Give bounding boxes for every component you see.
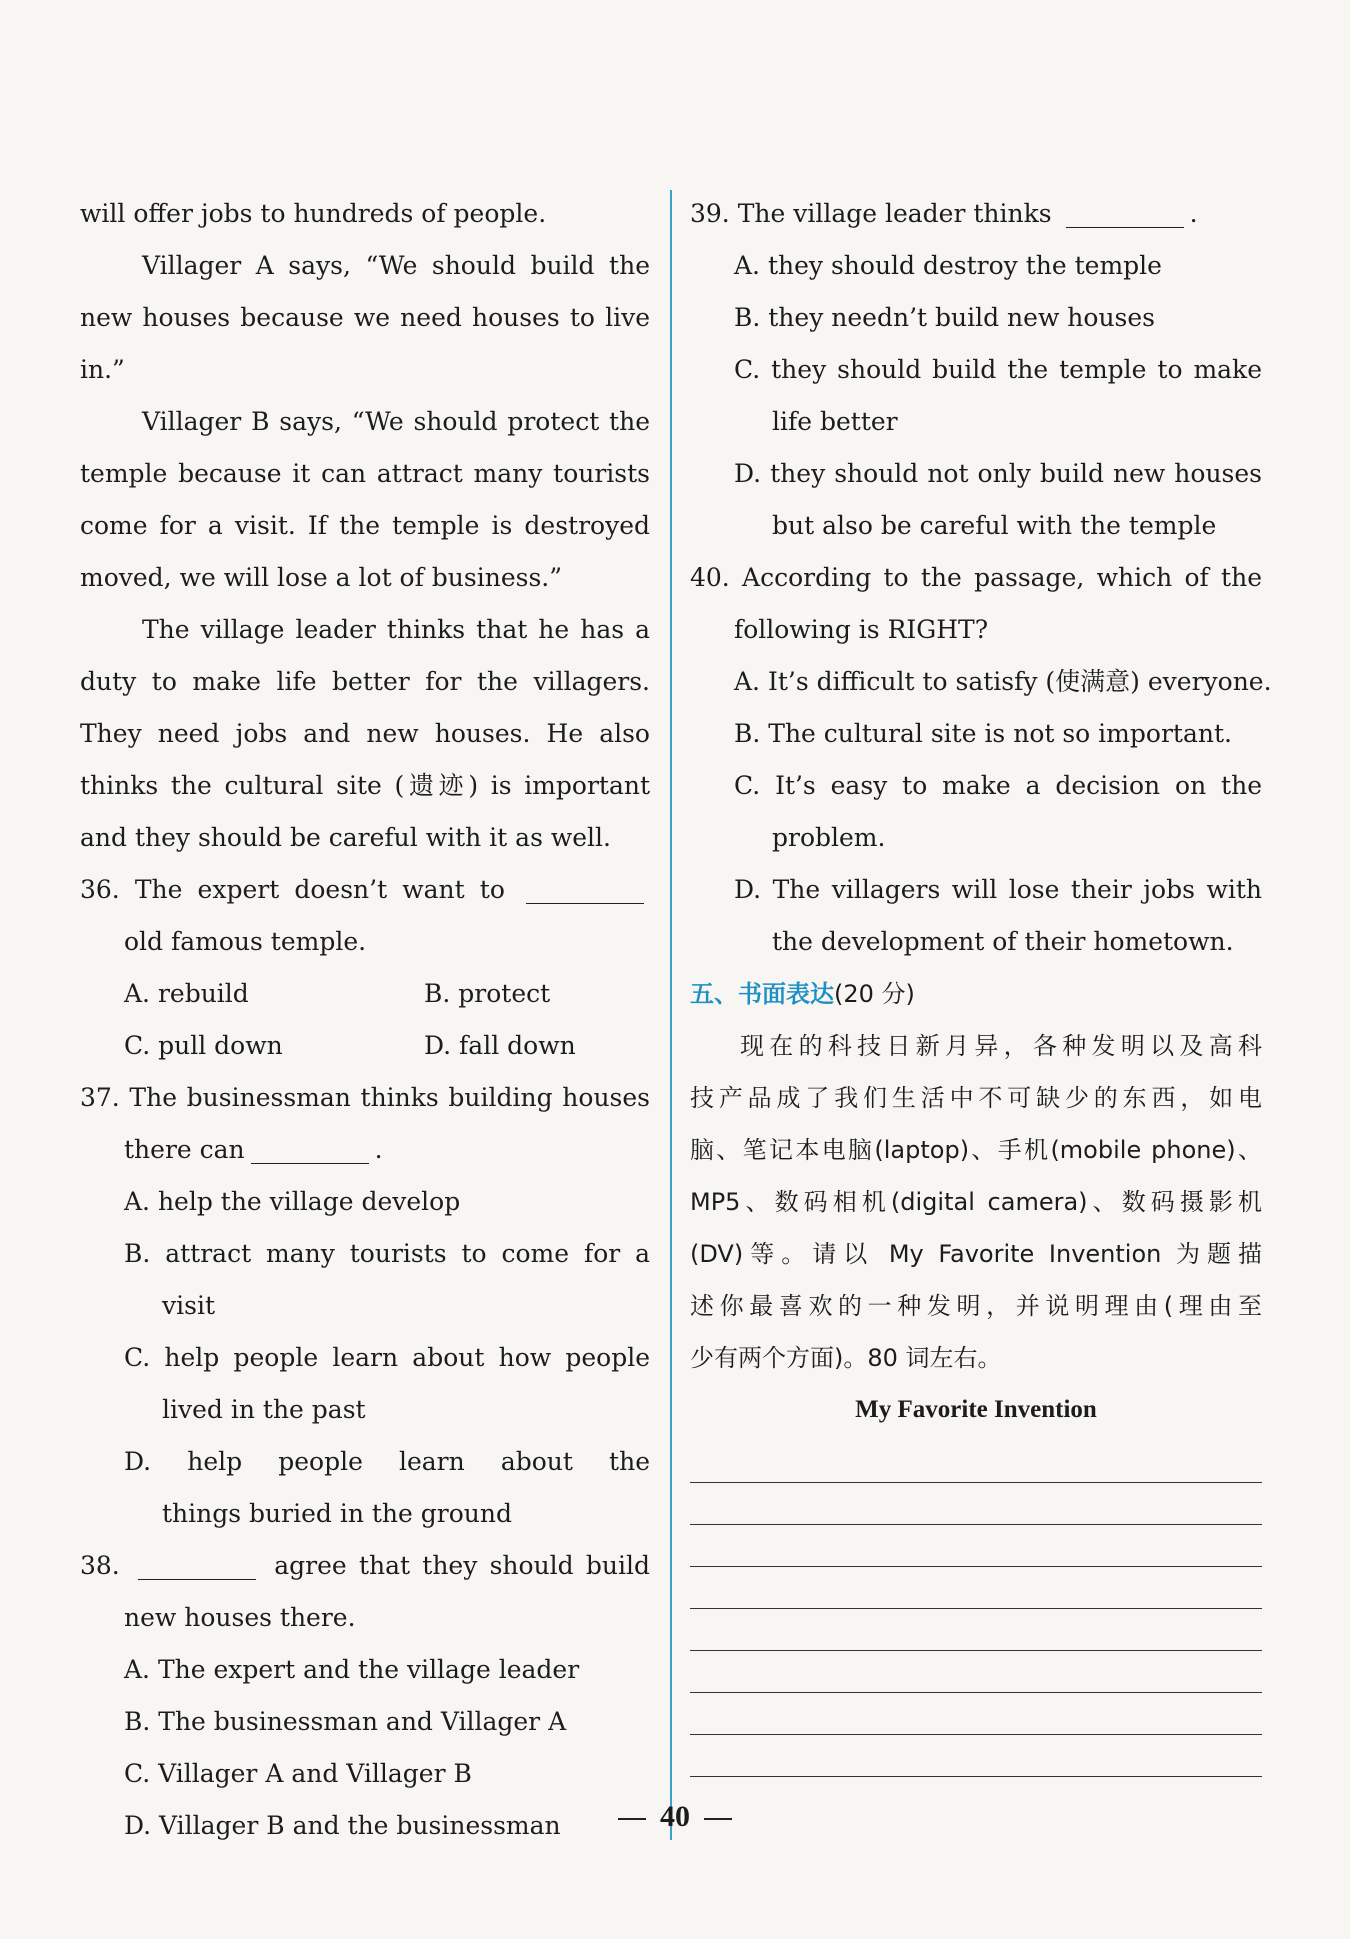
q39-stem	[690, 188, 1262, 240]
reading-passage	[80, 188, 650, 864]
q37-answer-blank[interactable]	[251, 1133, 369, 1164]
writing-line[interactable]	[690, 1524, 1262, 1525]
question-37	[80, 1072, 650, 1540]
writing-line[interactable]	[690, 1482, 1262, 1483]
passage-line: temple because it can attract many tourists	[80, 459, 650, 488]
q39-answer-blank[interactable]	[1066, 197, 1184, 228]
q37-option-line[interactable]: C. help people learn about how people	[124, 1343, 650, 1372]
q39-option-line[interactable]: D. they should not only build new houses	[734, 459, 1262, 488]
section-heading: 五、书面表达	[690, 980, 834, 1008]
column-divider	[670, 190, 672, 1840]
section-score: (20 分)	[834, 980, 915, 1008]
q37-option-line[interactable]: visit	[162, 1291, 215, 1320]
passage-line: in.”	[80, 355, 125, 384]
passage-line: moved, we will lose a lot of business.”	[80, 563, 563, 592]
writing-area[interactable]	[690, 1436, 1262, 1836]
passage-line: will offer jobs to hundreds of people.	[80, 199, 547, 228]
q36-options-row-2	[80, 1020, 650, 1072]
q38-option[interactable]: D. Villager B and the businessman	[124, 1811, 561, 1840]
writing-line[interactable]	[690, 1734, 1262, 1735]
page-number-text: 40	[660, 1800, 690, 1833]
q39-stem-end: .	[1189, 199, 1198, 228]
essay-title: My Favorite Invention	[855, 1396, 1097, 1423]
q37-stem-end: .	[374, 1135, 383, 1164]
passage-line: They need jobs and new houses. He also	[80, 719, 650, 748]
q40-options	[690, 656, 1272, 968]
q38-number: 38.	[80, 1551, 120, 1580]
q36-stem-cont: old famous temple.	[124, 927, 367, 956]
q38-answer-blank[interactable]	[138, 1549, 256, 1580]
left-column	[80, 188, 650, 1852]
writing-line[interactable]	[690, 1566, 1262, 1567]
q37-option-line[interactable]: A. help the village develop	[124, 1187, 461, 1216]
q38-stem	[80, 1540, 650, 1592]
page-number-dash-left	[618, 1818, 646, 1820]
q39-option-line[interactable]: A. they should destroy the temple	[734, 251, 1162, 280]
prompt-line: 现在的科技日新月异，各种发明以及高科	[740, 1032, 1262, 1060]
q39-options	[690, 240, 1262, 552]
q39-option-line[interactable]: B. they needn’t build new houses	[734, 303, 1156, 332]
q38-stem-text: agree that they should build	[274, 1551, 650, 1580]
passage-line: and they should be careful with it as well.	[80, 823, 611, 852]
q40-option-line[interactable]: problem.	[772, 823, 886, 852]
question-40	[690, 552, 1272, 968]
q40-option-line[interactable]: A. It’s difficult to satisfy (使满意) everyone.	[734, 667, 1272, 696]
q36-answer-blank[interactable]	[526, 873, 644, 904]
prompt-line: 技产品成了我们生活中不可缺少的东西，如电	[690, 1084, 1262, 1112]
q39-option-line[interactable]: life better	[772, 407, 898, 436]
question-36	[80, 864, 650, 1072]
q37-stem-cont-text: there can	[124, 1135, 245, 1164]
prompt-line: 脑、笔记本电脑(laptop)、手机(mobile phone)、	[690, 1136, 1262, 1164]
q37-stem: 37. The businessman thinks building houses	[80, 1083, 650, 1112]
q40-stem-cont: following is RIGHT?	[734, 615, 989, 644]
page-number-dash-right	[704, 1818, 732, 1820]
q40-option-line[interactable]: B. The cultural site is not so important.	[734, 719, 1232, 748]
q38-option[interactable]: C. Villager A and Villager B	[124, 1759, 472, 1788]
q40-option-line[interactable]: C. It’s easy to make a decision on the	[734, 771, 1262, 800]
q37-option-line[interactable]: things buried in the ground	[162, 1499, 512, 1528]
q38-option[interactable]: B. The businessman and Villager A	[124, 1707, 567, 1736]
q40-option-line[interactable]: the development of their hometown.	[772, 927, 1234, 956]
prompt-line: MP5、数码相机(digital camera)、数码摄影机	[690, 1188, 1262, 1216]
passage-line: The village leader thinks that he has a	[142, 615, 650, 644]
q36-stem-text: 36. The expert doesn’t want to	[80, 875, 505, 904]
prompt-line: 少有两个方面)。80 词左右。	[690, 1344, 1002, 1372]
right-column	[690, 188, 1272, 1836]
q37-option-line[interactable]: B. attract many tourists to come for a	[124, 1239, 650, 1268]
q37-option-line[interactable]: lived in the past	[162, 1395, 366, 1424]
q37-option-line[interactable]: D. help people learn about the	[124, 1447, 650, 1476]
passage-line: duty to make life better for the villagers.	[80, 667, 650, 696]
q37-options	[80, 1176, 650, 1540]
passage-line: Villager B says, “We should protect the	[142, 407, 650, 436]
q38-option[interactable]: A. The expert and the village leader	[124, 1655, 580, 1684]
q36-option-b[interactable]: B. protect	[424, 979, 551, 1008]
q36-option-d[interactable]: D. fall down	[424, 1031, 576, 1060]
page-number	[0, 1800, 1350, 1834]
passage-line: Villager A says, “We should build the	[142, 251, 650, 280]
writing-line[interactable]	[690, 1776, 1262, 1777]
writing-line[interactable]	[690, 1608, 1262, 1609]
writing-line[interactable]	[690, 1692, 1262, 1693]
q38-stem-cont: new houses there.	[124, 1603, 356, 1632]
writing-section-header	[690, 968, 1262, 1020]
q36-option-a[interactable]: A. rebuild	[124, 979, 249, 1008]
q40-option-line[interactable]: D. The villagers will lose their jobs with	[734, 875, 1262, 904]
prompt-line: (DV)等。请以 My Favorite Invention 为题描	[690, 1240, 1262, 1268]
q36-option-c[interactable]: C. pull down	[124, 1031, 283, 1060]
q39-option-line[interactable]: but also be careful with the temple	[772, 511, 1217, 540]
q36-stem	[80, 864, 650, 916]
passage-line: new houses because we need houses to live	[80, 303, 650, 332]
q37-stem-cont	[80, 1124, 650, 1176]
question-39	[690, 188, 1262, 552]
passage-line: come for a visit. If the temple is destroyed	[80, 511, 650, 540]
q36-options-row-1	[80, 968, 650, 1020]
q39-option-line[interactable]: C. they should build the temple to make	[734, 355, 1262, 384]
passage-line: thinks the cultural site (遗迹) is important	[80, 771, 650, 800]
writing-line[interactable]	[690, 1650, 1262, 1651]
writing-prompt	[690, 1020, 1262, 1384]
q39-stem-text: 39. The village leader thinks	[690, 199, 1052, 228]
prompt-line: 述你最喜欢的一种发明，并说明理由(理由至	[690, 1292, 1262, 1320]
q40-stem: 40. According to the passage, which of the	[690, 563, 1262, 592]
